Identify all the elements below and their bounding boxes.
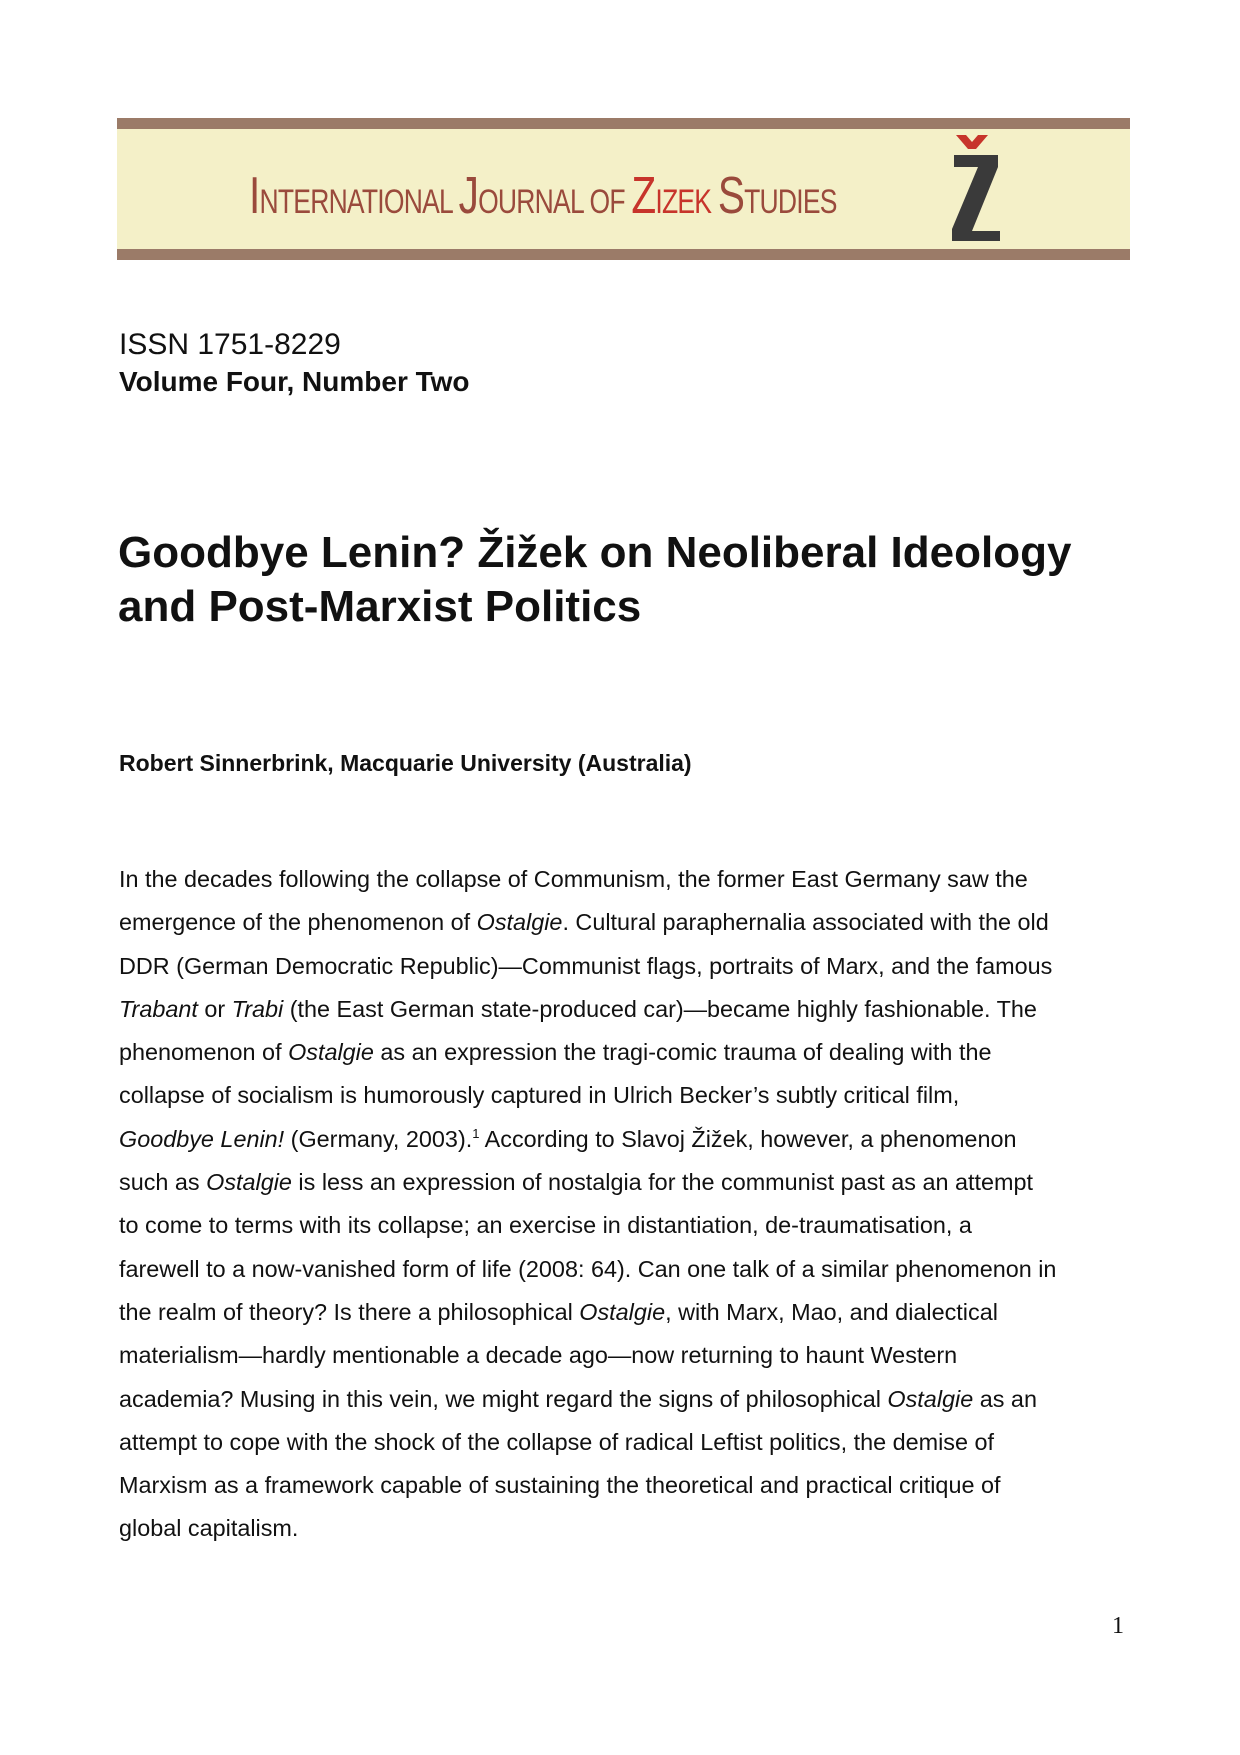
journal-title-part-2: OURNAL OF — [478, 183, 632, 221]
journal-title — [249, 166, 837, 226]
banner-top-bar — [117, 118, 1130, 129]
body-line: attempt to cope with the shock of the collapse of radical Leftist politics, the demise of — [119, 1428, 995, 1455]
volume-number: Volume Four, Number Two — [119, 366, 470, 397]
article-title — [118, 526, 1148, 634]
journal-title-part-1: NTERNATIONAL — [259, 183, 459, 221]
body-line: collapse of socialism is humorously captured in Ulrich Becker’s subtly critical film, — [119, 1082, 960, 1109]
body-line: Trabant or Trabi (the East German state-produced car)—became highly fashionable. The — [119, 995, 1037, 1022]
journal-title-initial-4: S — [717, 167, 745, 225]
author-affiliation: Robert Sinnerbrink, Macquarie University (Australia) — [119, 750, 692, 776]
footnote-ref[interactable]: 1 — [472, 1125, 480, 1141]
article-title-line-1: Goodbye Lenin? Žižek on Neoliberal Ideology — [118, 528, 1072, 577]
body-line: farewell to a now-vanished form of life (2008: 64). Can one talk of a similar phenomenon in — [119, 1255, 1057, 1282]
journal-title-part-3: IZEK — [655, 183, 718, 221]
journal-title-initial-1: I — [249, 167, 260, 225]
body-line: global capitalism. — [119, 1515, 299, 1542]
journal-logo-icon — [948, 133, 1004, 243]
body-line: materialism—hardly mentionable a decade ago—now returning to haunt Western — [119, 1342, 958, 1369]
body-line: to come to terms with its collapse; an exercise in distantiation, de-traumatisation, a — [119, 1212, 972, 1239]
body-line: emergence of the phenomenon of Ostalgie. Cultural paraphernalia associated with the old — [119, 909, 1049, 936]
body-line: academia? Musing in this vein, we might regard the signs of philosophical Ostalgie as an — [119, 1385, 1037, 1412]
body-line: In the decades following the collapse of Communism, the former East Germany saw the — [119, 866, 1028, 892]
journal-title-initial-3: Z — [631, 167, 656, 225]
body-line: the realm of theory? Is there a philosophical Ostalgie, with Marx, Mao, and dialectical — [119, 1298, 998, 1325]
body-line: DDR (German Democratic Republic)—Communist flags, portraits of Marx, and the famous — [119, 952, 1053, 979]
body-line: Goodbye Lenin! (Germany, 2003).$^1$ According to Slavoj Žižek, however, a phenomenon — [119, 1125, 1017, 1152]
journal-banner — [117, 118, 1130, 260]
body-line: phenomenon of Ostalgie as an expression the tragi-comic trauma of dealing with the — [119, 1039, 992, 1066]
body-line: Marxism as a framework capable of sustaining the theoretical and practical critique of — [119, 1472, 1001, 1499]
article-body — [119, 858, 1129, 1551]
issn: ISSN 1751-8229 — [119, 328, 341, 361]
body-line: such as Ostalgie is less an expression of nostalgia for the communist past as an attempt — [119, 1169, 1034, 1196]
journal-title-initial-2: J — [458, 167, 479, 225]
banner-bottom-bar — [117, 249, 1130, 260]
journal-title-part-4: TUDIES — [744, 183, 837, 221]
page-number: 1 — [1112, 1613, 1124, 1639]
article-title-line-2: and Post-Marxist Politics — [118, 582, 642, 631]
